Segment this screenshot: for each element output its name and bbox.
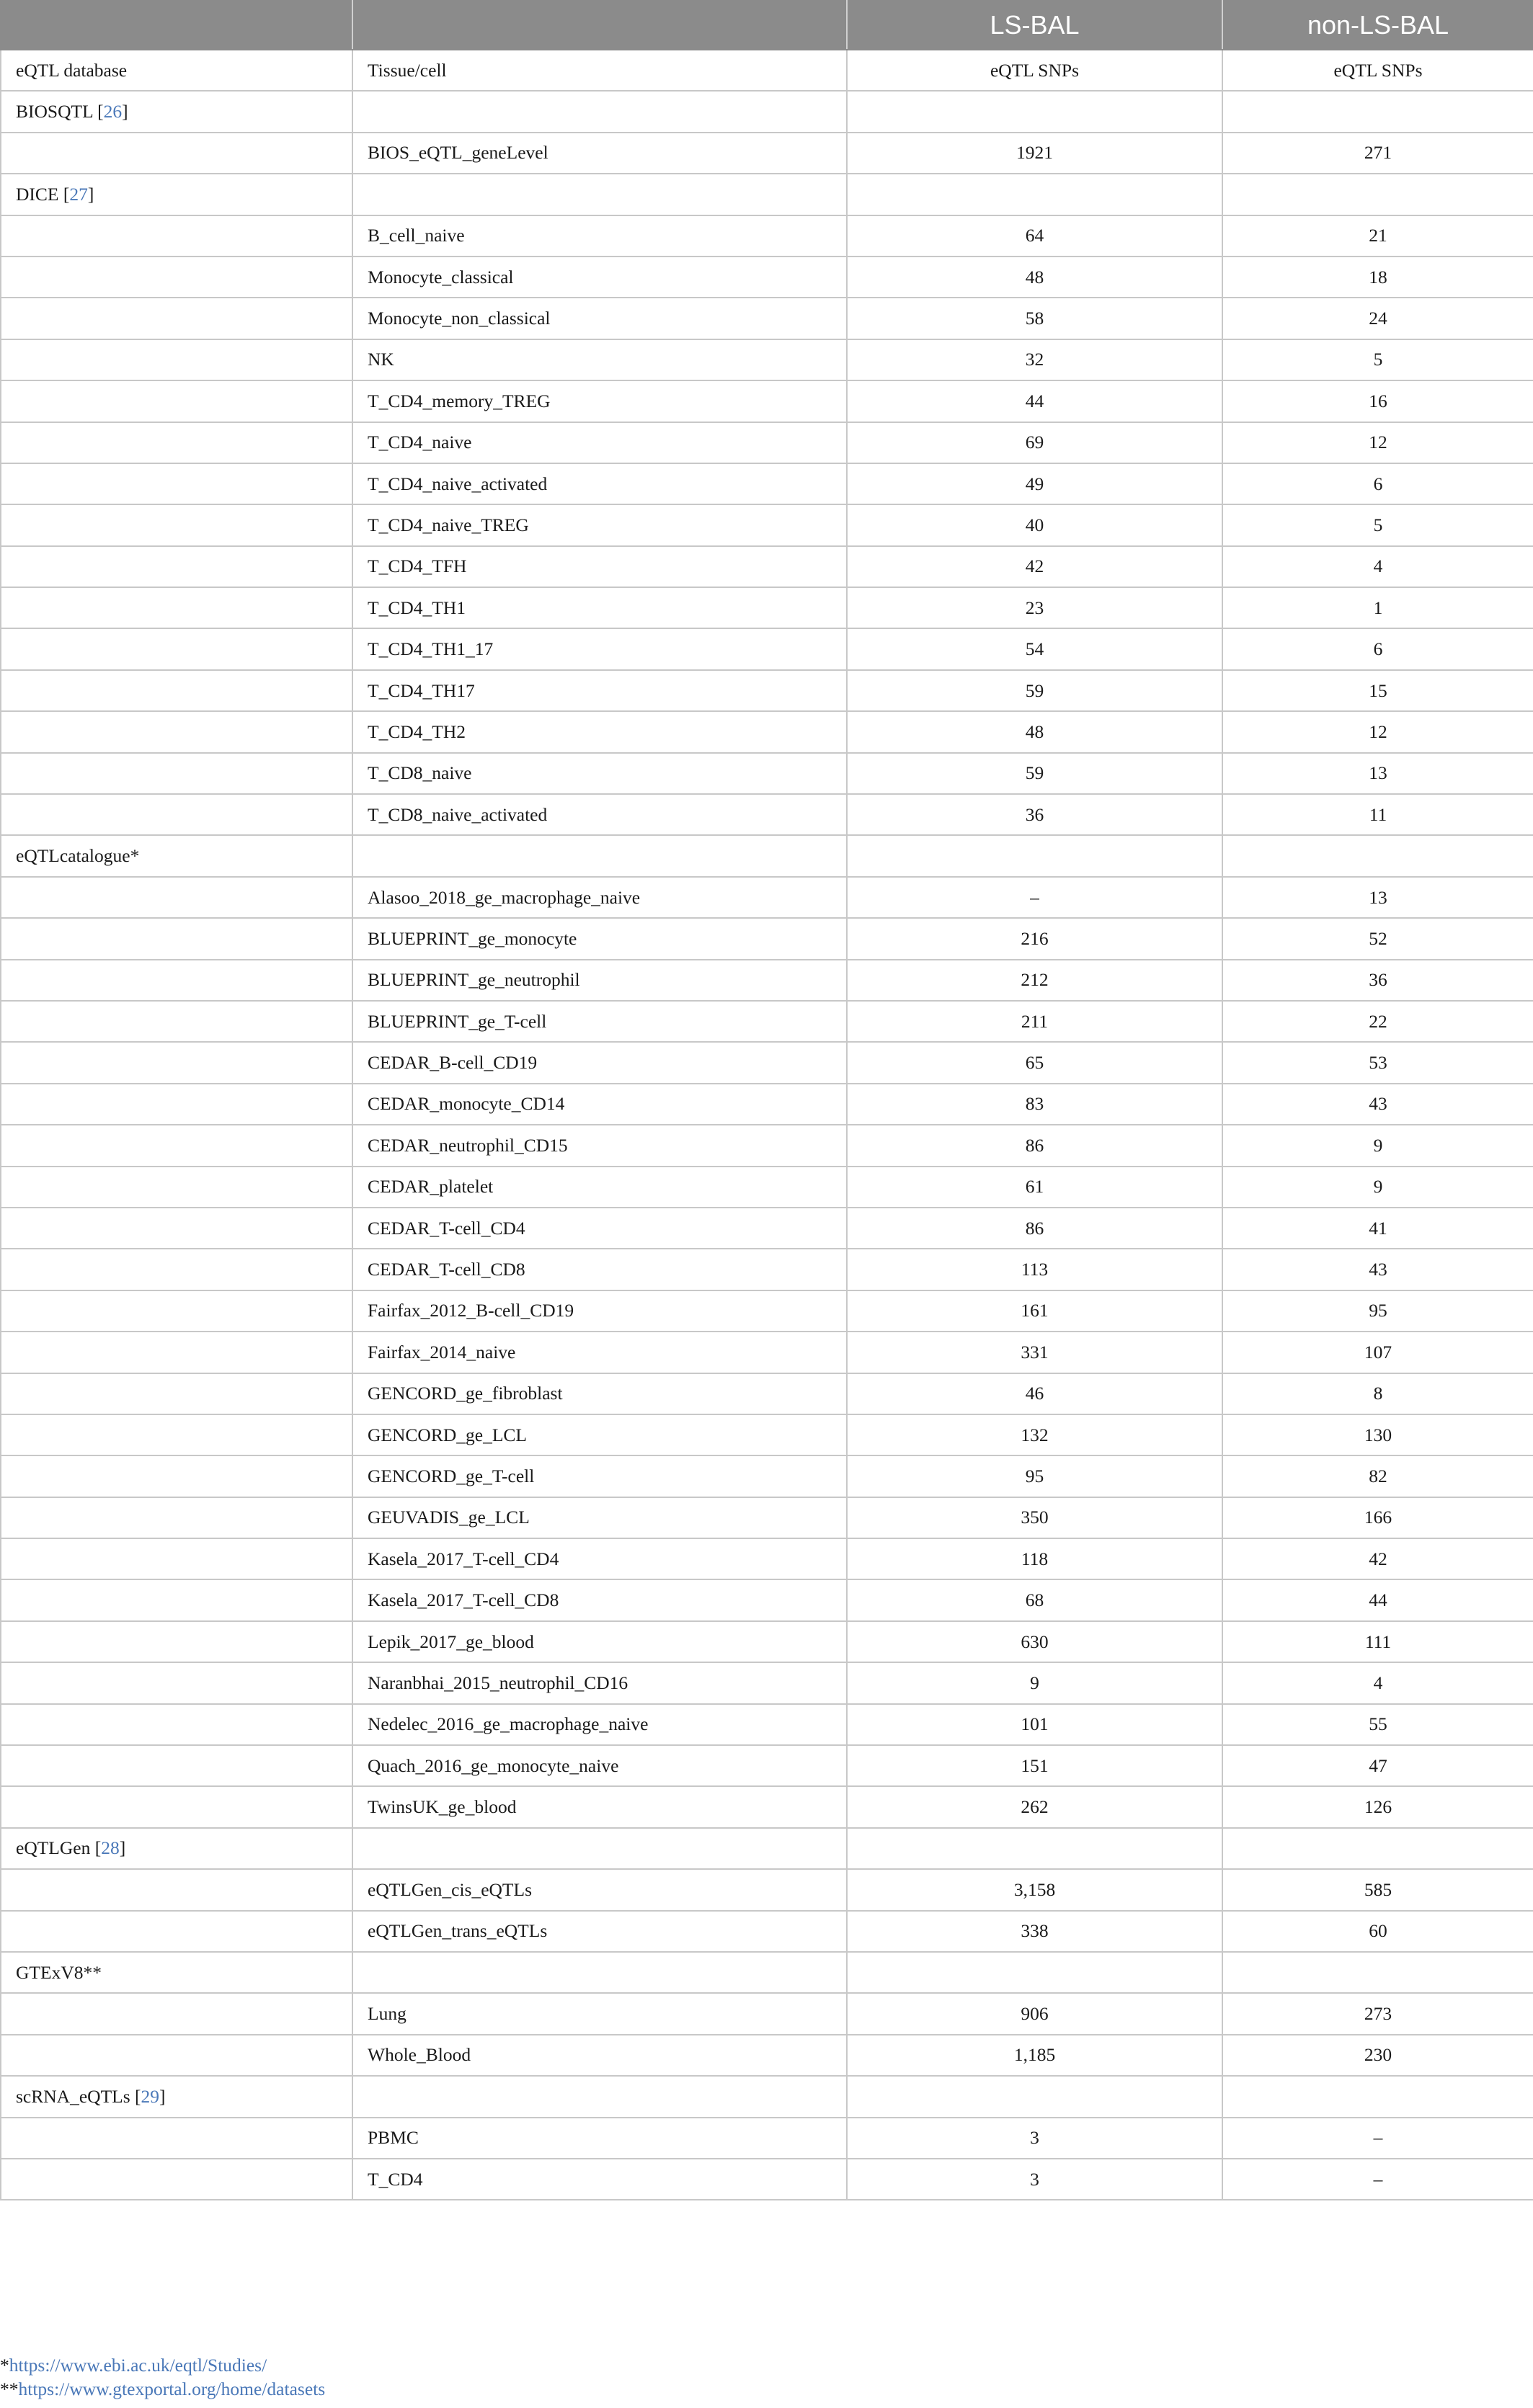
cell-ls-bal-snps: 59 [847,753,1222,794]
cell-ls-bal-snps: 151 [847,1745,1222,1786]
cell-non-ls-bal-snps: 5 [1222,504,1533,545]
database-name: scRNA_eQTLs [16,2085,130,2107]
cell-tissue: BLUEPRINT_ge_T-cell [352,1001,847,1042]
footnotes [0,2353,1533,2401]
cell-tissue: BLUEPRINT_ge_monocyte [352,918,847,959]
cell-tissue: T_CD4_TH1_17 [352,628,847,669]
cell-tissue: eQTLGen_cis_eQTLs [352,1869,847,1910]
cell-ls-bal-snps: 212 [847,960,1222,1001]
header-row [1,1,1533,50]
table-row [1,753,1533,794]
cell-ls-bal-snps: 32 [847,339,1222,380]
cell-ls-bal-snps: 69 [847,422,1222,463]
table-row [1,960,1533,1001]
cell-non-ls-bal-snps: 42 [1222,1538,1533,1579]
cell-non-ls-bal-snps: 273 [1222,1993,1533,2034]
cell-database [1,1414,352,1455]
cell-non-ls-bal-snps: 44 [1222,1579,1533,1620]
cell-tissue: GENCORD_ge_T-cell [352,1455,847,1497]
footnote [0,2353,1533,2377]
cell-ls-bal-snps: 161 [847,1290,1222,1332]
cell-tissue: CEDAR_T-cell_CD8 [352,1249,847,1290]
cell-database [1,711,352,752]
footnote-link[interactable]: https://www.ebi.ac.uk/eqtl/Studies/ [9,2355,267,2376]
cell-database: eQTLGen [28] [1,1828,352,1869]
table-row [1,1042,1533,1083]
cell-non-ls-bal-snps: 16 [1222,380,1533,422]
cell-ls-bal-snps [847,91,1222,132]
cell-tissue [352,91,847,132]
cell-database [1,1001,352,1042]
cell-ls-bal-snps: 86 [847,1208,1222,1249]
table-row [1,1455,1533,1497]
cell-database [1,1167,352,1208]
cell-tissue: Monocyte_non_classical [352,298,847,339]
cell-tissue: Whole_Blood [352,2035,847,2076]
cell-tissue: Fairfax_2012_B-cell_CD19 [352,1290,847,1332]
cell-database: scRNA_eQTLs [29] [1,2076,352,2117]
cell-database [1,587,352,628]
cell-non-ls-bal-snps: 4 [1222,546,1533,587]
cell-non-ls-bal-snps: 126 [1222,1786,1533,1827]
cell-non-ls-bal-snps: 8 [1222,1373,1533,1414]
cell-database [1,1704,352,1745]
reference-link[interactable]: 26 [103,101,123,122]
cell-tissue: Nedelec_2016_ge_macrophage_naive [352,1704,847,1745]
table-row [1,463,1533,504]
cell-non-ls-bal-snps: 24 [1222,298,1533,339]
cell-database [1,1084,352,1125]
subheader-tissue: Tissue/cell [352,50,847,91]
cell-ls-bal-snps: 216 [847,918,1222,959]
footnote-link[interactable]: https://www.gtexportal.org/home/datasets [18,2378,326,2399]
cell-tissue: CEDAR_monocyte_CD14 [352,1084,847,1125]
cell-database [1,1373,352,1414]
cell-database [1,380,352,422]
cell-non-ls-bal-snps: 41 [1222,1208,1533,1249]
cell-tissue [352,1828,847,1869]
cell-non-ls-bal-snps: 130 [1222,1414,1533,1455]
table-row [1,835,1533,876]
cell-non-ls-bal-snps: 13 [1222,877,1533,918]
cell-database [1,1952,352,1993]
cell-non-ls-bal-snps: 11 [1222,794,1533,835]
cell-ls-bal-snps: 40 [847,504,1222,545]
cell-database [1,1125,352,1166]
cell-non-ls-bal-snps: 271 [1222,133,1533,174]
cell-ls-bal-snps [847,174,1222,215]
cell-database [1,1911,352,1952]
header-cell-ls-bal: LS-BAL [847,1,1222,50]
cell-database [1,257,352,298]
cell-tissue: B_cell_naive [352,215,847,257]
cell-ls-bal-snps: 64 [847,215,1222,257]
cell-non-ls-bal-snps: 9 [1222,1167,1533,1208]
table-row [1,1993,1533,2034]
cell-tissue [352,2076,847,2117]
cell-non-ls-bal-snps: 21 [1222,215,1533,257]
cell-non-ls-bal-snps: 15 [1222,670,1533,711]
table-row [1,918,1533,959]
cell-tissue: T_CD4_naive_activated [352,463,847,504]
cell-non-ls-bal-snps: – [1222,2118,1533,2159]
cell-non-ls-bal-snps: 52 [1222,918,1533,959]
cell-ls-bal-snps: 3 [847,2118,1222,2159]
reference-link[interactable]: 27 [69,183,88,205]
cell-non-ls-bal-snps: 18 [1222,257,1533,298]
table-row [1,1125,1533,1166]
cell-tissue: Fairfax_2014_naive [352,1332,847,1373]
cell-non-ls-bal-snps: 60 [1222,1911,1533,1952]
cell-non-ls-bal-snps: 107 [1222,1332,1533,1373]
cell-ls-bal-snps: – [847,877,1222,918]
table-row [1,877,1533,918]
cell-ls-bal-snps: 65 [847,1042,1222,1083]
cell-non-ls-bal-snps [1222,174,1533,215]
cell-tissue: Alasoo_2018_ge_macrophage_naive [352,877,847,918]
cell-ls-bal-snps: 49 [847,463,1222,504]
cell-ls-bal-snps: 48 [847,711,1222,752]
cell-non-ls-bal-snps: 9 [1222,1125,1533,1166]
table-row [1,1290,1533,1332]
cell-tissue: CEDAR_T-cell_CD4 [352,1208,847,1249]
cell-tissue: T_CD4_TH17 [352,670,847,711]
table-row [1,1786,1533,1827]
table-row [1,1952,1533,1993]
table-row [1,1084,1533,1125]
cell-non-ls-bal-snps: 36 [1222,960,1533,1001]
cell-database [1,960,352,1001]
cell-database [1,753,352,794]
cell-ls-bal-snps: 338 [847,1911,1222,1952]
cell-tissue: Naranbhai_2015_neutrophil_CD16 [352,1662,847,1703]
cell-tissue: CEDAR_platelet [352,1167,847,1208]
cell-non-ls-bal-snps: 12 [1222,711,1533,752]
table-row [1,628,1533,669]
cell-ls-bal-snps: 118 [847,1538,1222,1579]
cell-non-ls-bal-snps: 166 [1222,1497,1533,1538]
cell-non-ls-bal-snps [1222,1952,1533,1993]
cell-database [1,670,352,711]
reference-link[interactable]: 28 [101,1837,120,1859]
cell-non-ls-bal-snps [1222,91,1533,132]
cell-ls-bal-snps: 61 [847,1167,1222,1208]
cell-database [1,1455,352,1497]
table-row [1,794,1533,835]
cell-tissue: T_CD4_naive [352,422,847,463]
cell-non-ls-bal-snps [1222,835,1533,876]
cell-database [1,2118,352,2159]
cell-tissue: T_CD4_TH2 [352,711,847,752]
cell-non-ls-bal-snps: – [1222,2159,1533,2200]
cell-ls-bal-snps: 54 [847,628,1222,669]
table-row [1,1869,1533,1910]
table-row [1,2159,1533,2200]
cell-database [1,298,352,339]
header-cell-non-ls-bal: non-LS-BAL [1222,1,1533,50]
table-row [1,670,1533,711]
cell-database [1,463,352,504]
table-row [1,1621,1533,1662]
cell-tissue: T_CD4_TH1 [352,587,847,628]
cell-ls-bal-snps: 23 [847,587,1222,628]
cell-tissue [352,174,847,215]
cell-tissue: T_CD4_naive_TREG [352,504,847,545]
table-row [1,1662,1533,1703]
cell-database [1,918,352,959]
table-row [1,91,1533,132]
cell-ls-bal-snps: 59 [847,670,1222,711]
cell-database [1,835,352,876]
table-row [1,1579,1533,1620]
cell-ls-bal-snps: 3,158 [847,1869,1222,1910]
cell-ls-bal-snps: 211 [847,1001,1222,1042]
cell-ls-bal-snps: 44 [847,380,1222,422]
table-row [1,1704,1533,1745]
cell-ls-bal-snps: 906 [847,1993,1222,2034]
cell-tissue: GENCORD_ge_fibroblast [352,1373,847,1414]
cell-tissue: CEDAR_neutrophil_CD15 [352,1125,847,1166]
table-row [1,587,1533,628]
cell-database [1,1579,352,1620]
table-row [1,2076,1533,2117]
cell-ls-bal-snps: 48 [847,257,1222,298]
cell-ls-bal-snps: 101 [847,1704,1222,1745]
cell-ls-bal-snps: 42 [847,546,1222,587]
cell-non-ls-bal-snps: 53 [1222,1042,1533,1083]
cell-database [1,133,352,174]
table-row [1,298,1533,339]
cell-tissue: CEDAR_B-cell_CD19 [352,1042,847,1083]
table-row [1,380,1533,422]
cell-non-ls-bal-snps: 111 [1222,1621,1533,1662]
cell-tissue: T_CD4_memory_TREG [352,380,847,422]
cell-non-ls-bal-snps: 82 [1222,1455,1533,1497]
cell-ls-bal-snps: 113 [847,1249,1222,1290]
cell-ls-bal-snps: 630 [847,1621,1222,1662]
cell-database [1,1745,352,1786]
cell-tissue: T_CD4 [352,2159,847,2200]
table-row [1,1497,1533,1538]
cell-database [1,1208,352,1249]
cell-tissue [352,1952,847,1993]
table-row [1,1249,1533,1290]
cell-non-ls-bal-snps: 4 [1222,1662,1533,1703]
subheader-row [1,50,1533,91]
cell-tissue: NK [352,339,847,380]
table-row [1,1538,1533,1579]
cell-tissue: Kasela_2017_T-cell_CD4 [352,1538,847,1579]
table-row [1,1001,1533,1042]
table-row [1,2035,1533,2076]
cell-database [1,1042,352,1083]
cell-non-ls-bal-snps [1222,1828,1533,1869]
table-row [1,1828,1533,1869]
table-row [1,2118,1533,2159]
cell-ls-bal-snps [847,1952,1222,1993]
subheader-ls-bal: eQTL SNPs [847,50,1222,91]
cell-ls-bal-snps: 83 [847,1084,1222,1125]
table-row [1,1745,1533,1786]
cell-non-ls-bal-snps: 95 [1222,1290,1533,1332]
cell-tissue: PBMC [352,2118,847,2159]
cell-non-ls-bal-snps: 12 [1222,422,1533,463]
database-name: eQTLcatalogue* [16,845,140,867]
table-row [1,174,1533,215]
cell-non-ls-bal-snps: 13 [1222,753,1533,794]
cell-database [1,546,352,587]
cell-database [1,339,352,380]
cell-tissue [352,835,847,876]
cell-database [1,1786,352,1827]
table-row [1,711,1533,752]
cell-database [1,1869,352,1910]
cell-ls-bal-snps: 331 [847,1332,1222,1373]
cell-database [1,1621,352,1662]
cell-tissue: GEUVADIS_ge_LCL [352,1497,847,1538]
cell-ls-bal-snps: 68 [847,1579,1222,1620]
table-row [1,1911,1533,1952]
database-name: eQTLGen [16,1837,91,1859]
cell-database [1,1993,352,2034]
cell-database [1,504,352,545]
cell-ls-bal-snps: 1,185 [847,2035,1222,2076]
cell-tissue: GENCORD_ge_LCL [352,1414,847,1455]
cell-database [1,1538,352,1579]
cell-ls-bal-snps [847,1828,1222,1869]
cell-non-ls-bal-snps: 585 [1222,1869,1533,1910]
cell-tissue: Kasela_2017_T-cell_CD8 [352,1579,847,1620]
cell-ls-bal-snps: 3 [847,2159,1222,2200]
footnote [0,2377,1533,2401]
table-row [1,546,1533,587]
cell-tissue: TwinsUK_ge_blood [352,1786,847,1827]
cell-ls-bal-snps: 9 [847,1662,1222,1703]
cell-non-ls-bal-snps: 1 [1222,587,1533,628]
cell-ls-bal-snps: 1921 [847,133,1222,174]
cell-database [1,1497,352,1538]
cell-non-ls-bal-snps: 43 [1222,1249,1533,1290]
header-cell-database [1,1,352,50]
cell-tissue: BLUEPRINT_ge_neutrophil [352,960,847,1001]
cell-database [1,2035,352,2076]
cell-ls-bal-snps [847,2076,1222,2117]
cell-database: DICE [27] [1,174,352,215]
cell-database [1,1290,352,1332]
cell-tissue: T_CD8_naive_activated [352,794,847,835]
table-row [1,1167,1533,1208]
table-row [1,1332,1533,1373]
database-name: GTExV8** [16,1961,102,1983]
table-row [1,1208,1533,1249]
subheader-database: eQTL database [1,50,352,91]
table-row [1,504,1533,545]
cell-non-ls-bal-snps [1222,2076,1533,2117]
cell-ls-bal-snps: 46 [847,1373,1222,1414]
cell-database [1,422,352,463]
cell-tissue: BIOS_eQTL_geneLevel [352,133,847,174]
subheader-non-ls-bal: eQTL SNPs [1222,50,1533,91]
cell-ls-bal-snps: 95 [847,1455,1222,1497]
cell-non-ls-bal-snps: 55 [1222,1704,1533,1745]
cell-database [1,1249,352,1290]
cell-database: BIOSQTL [26] [1,91,352,132]
cell-database [1,794,352,835]
cell-ls-bal-snps [847,835,1222,876]
cell-database [1,2159,352,2200]
table-row [1,133,1533,174]
cell-non-ls-bal-snps: 5 [1222,339,1533,380]
cell-non-ls-bal-snps: 6 [1222,463,1533,504]
cell-ls-bal-snps: 58 [847,298,1222,339]
database-name: DICE [16,183,59,205]
cell-non-ls-bal-snps: 22 [1222,1001,1533,1042]
table-row [1,1373,1533,1414]
cell-tissue: T_CD4_TFH [352,546,847,587]
database-name: BIOSQTL [16,101,93,122]
footnote-marker: ** [0,2378,19,2399]
cell-tissue: Lung [352,1993,847,2034]
cell-ls-bal-snps: 350 [847,1497,1222,1538]
cell-ls-bal-snps: 86 [847,1125,1222,1166]
footnote-marker: * [0,2355,9,2376]
cell-non-ls-bal-snps: 47 [1222,1745,1533,1786]
cell-non-ls-bal-snps: 6 [1222,628,1533,669]
cell-non-ls-bal-snps: 43 [1222,1084,1533,1125]
cell-tissue: Monocyte_classical [352,257,847,298]
cell-tissue: eQTLGen_trans_eQTLs [352,1911,847,1952]
reference-link[interactable]: 29 [141,2085,160,2107]
table-row [1,422,1533,463]
cell-database [1,877,352,918]
cell-tissue: Lepik_2017_ge_blood [352,1621,847,1662]
cell-non-ls-bal-snps: 230 [1222,2035,1533,2076]
cell-database [1,1662,352,1703]
cell-tissue: Quach_2016_ge_monocyte_naive [352,1745,847,1786]
table-row [1,1414,1533,1455]
cell-database [1,215,352,257]
cell-ls-bal-snps: 262 [847,1786,1222,1827]
cell-database [1,628,352,669]
table-row [1,339,1533,380]
cell-database [1,1332,352,1373]
table-row [1,215,1533,257]
cell-ls-bal-snps: 36 [847,794,1222,835]
table-row [1,257,1533,298]
cell-ls-bal-snps: 132 [847,1414,1222,1455]
cell-tissue: T_CD8_naive [352,753,847,794]
header-cell-tissue [352,1,847,50]
